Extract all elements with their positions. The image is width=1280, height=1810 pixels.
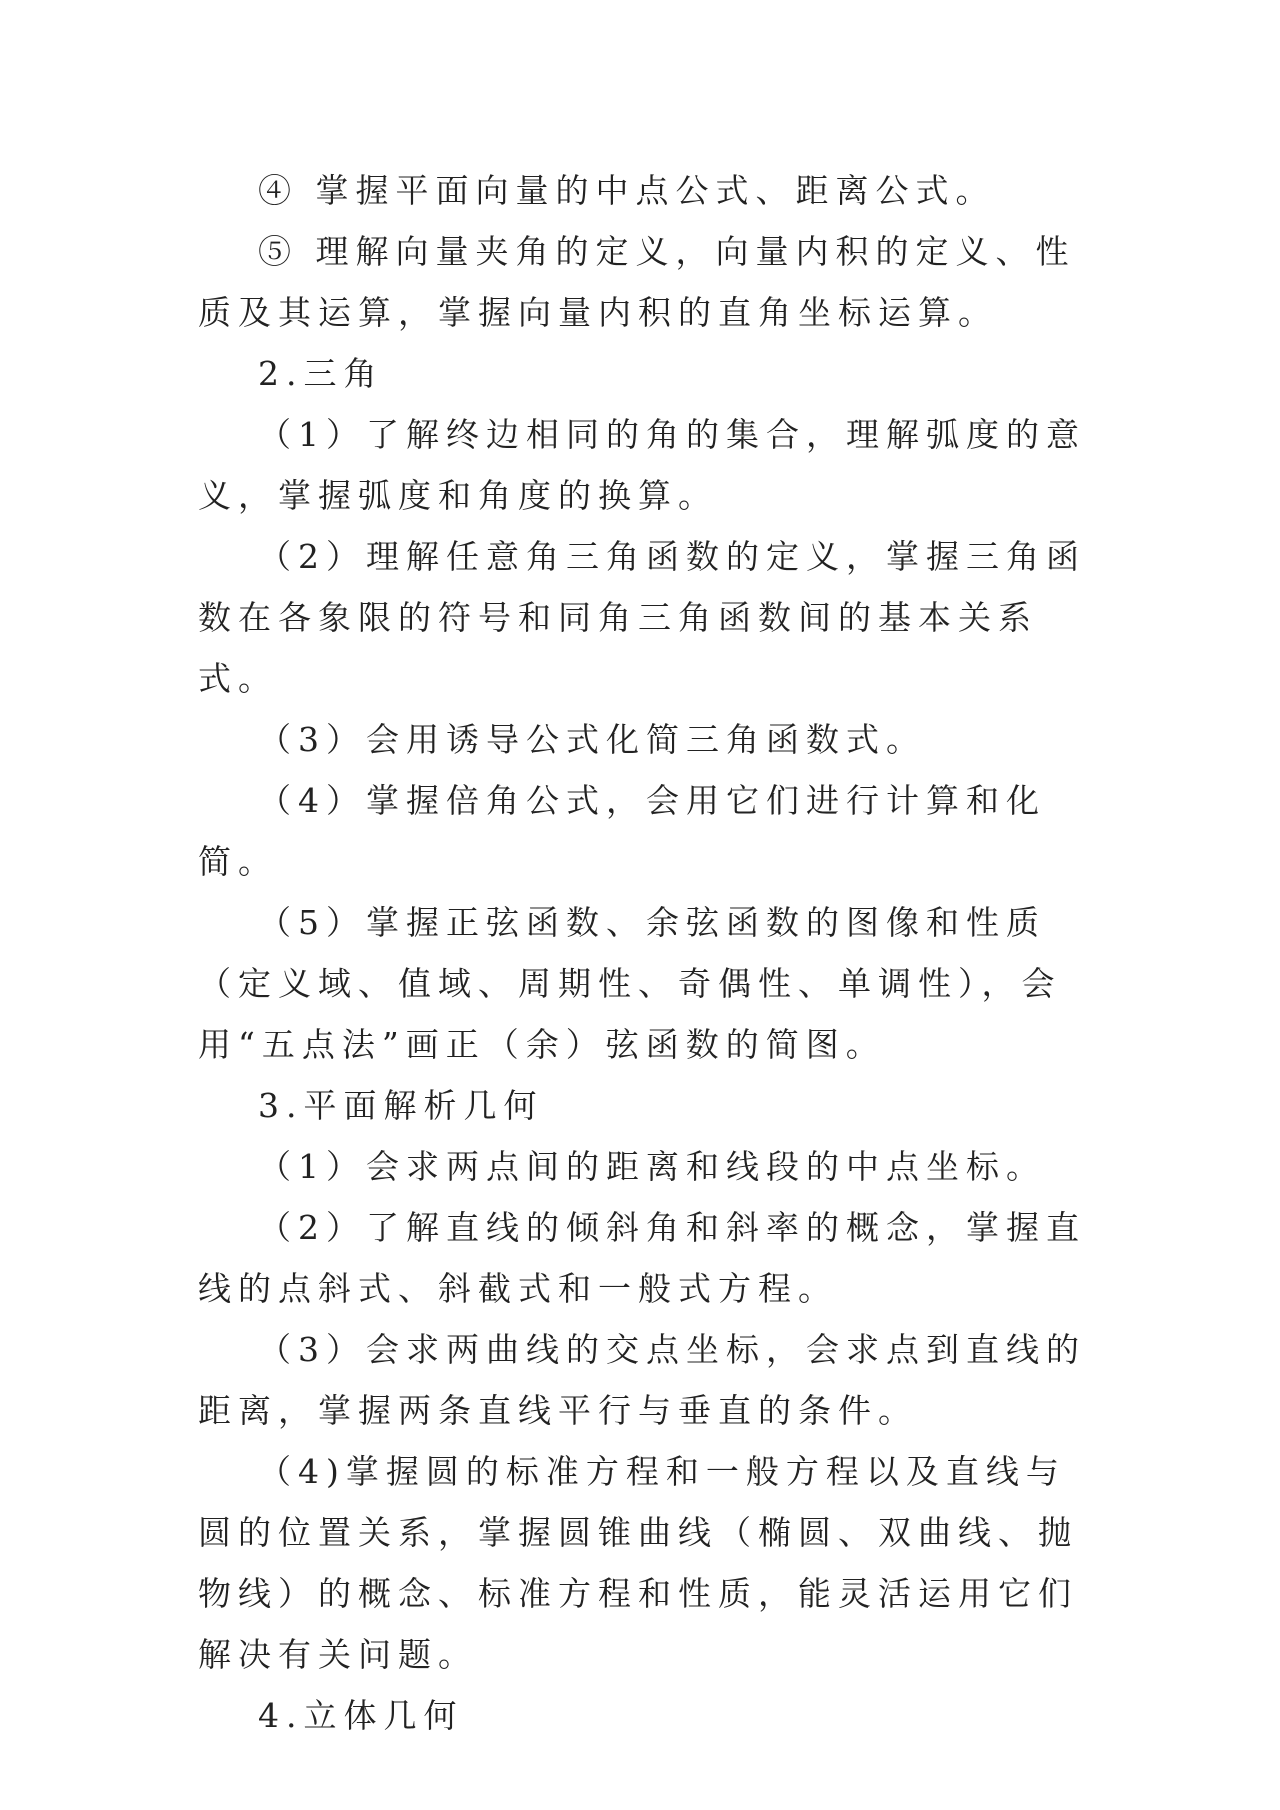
paragraph-geometry-2: （2）了解直线的倾斜角和斜率的概念，掌握直线的点斜式、斜截式和一般式方程。 — [198, 1208, 1086, 1308]
paragraph-vector-midpoint: ④ 掌握平面向量的中点公式、距离公式。 — [258, 171, 996, 210]
paragraph-vector-inner-product: ⑤ 理解向量夹角的定义，向量内积的定义、性质及其运算，掌握向量内积的直角坐标运算。 — [198, 232, 1076, 332]
paragraph-trig-1: （1）了解终边相同的角的集合，理解弧度的意义，掌握弧度和角度的换算。 — [198, 415, 1086, 515]
paragraph-trig-4: （4）掌握倍角公式，会用它们进行计算和化简。 — [198, 781, 1046, 881]
paragraph-geometry-1: （1）会求两点间的距离和线段的中点坐标。 — [258, 1147, 1046, 1186]
paragraph-geometry-3: （3）会求两曲线的交点坐标，会求点到直线的距离，掌握两条直线平行与垂直的条件。 — [198, 1330, 1086, 1430]
paragraph-geometry-4: （4)掌握圆的标准方程和一般方程以及直线与圆的位置关系，掌握圆锥曲线（椭圆、双曲线、抛物线）的概念、标准方程和性质，能灵活运用它们解决有关问题。 — [198, 1452, 1078, 1674]
paragraph-trig-5: （5）掌握正弦函数、余弦函数的图像和性质（定义域、值域、周期性、奇偶性、单调性），会用“五点法”画正（余）弦函数的简图。 — [198, 903, 1062, 1064]
section-heading-trigonometry: 2.三角 — [258, 354, 384, 393]
section-heading-analytic-geometry: 3.平面解析几何 — [258, 1086, 544, 1125]
paragraph-trig-3: （3）会用诱导公式化简三角函数式。 — [258, 720, 926, 759]
section-heading-solid-geometry: 4.立体几何 — [258, 1696, 464, 1735]
document-body — [198, 160, 1096, 1746]
paragraph-trig-2: （2）理解任意角三角函数的定义，掌握三角函数在各象限的符号和同角三角函数间的基本关系式。 — [198, 537, 1086, 698]
